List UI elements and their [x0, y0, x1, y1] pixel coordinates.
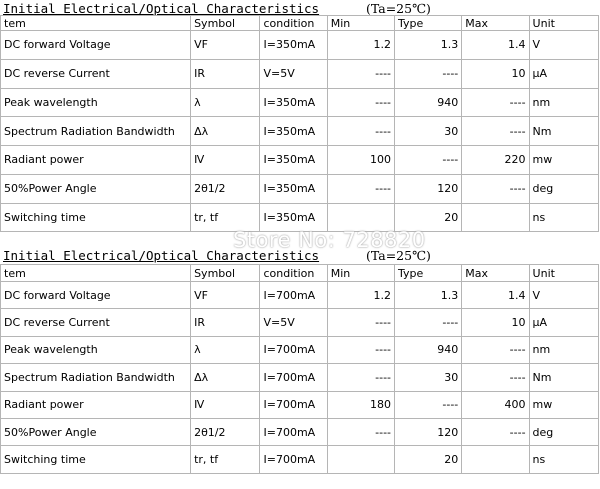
- header-symbol: Symbol: [191, 265, 260, 282]
- cell-min: ----: [327, 174, 394, 203]
- cell-condition: I=350mA: [260, 203, 327, 232]
- cell-min: 1.2: [327, 31, 394, 60]
- cell-item: DC reverse Current: [1, 309, 191, 336]
- cell-symbol: tr, tf: [191, 446, 260, 473]
- cell-item: 50%Power Angle: [1, 174, 191, 203]
- cell-item: Peak wavelength: [1, 336, 191, 363]
- cell-item: 50%Power Angle: [1, 418, 191, 445]
- cell-min: [327, 446, 394, 473]
- cell-item: Radiant power: [1, 391, 191, 418]
- cell-unit: mw: [529, 146, 598, 175]
- cell-condition: I=350mA: [260, 174, 327, 203]
- cell-max: ----: [462, 336, 529, 363]
- table-row: [1, 336, 599, 363]
- header-item: tem: [1, 265, 191, 282]
- table-row: [1, 446, 599, 473]
- cell-min: ----: [327, 88, 394, 117]
- cell-min: ----: [327, 336, 394, 363]
- cell-symbol: 2θ1/2: [191, 174, 260, 203]
- spec-table-350ma: [0, 15, 599, 232]
- header-min: Min: [327, 16, 394, 31]
- cell-condition: I=700mA: [260, 364, 327, 391]
- cell-unit: nm: [529, 336, 598, 363]
- cell-item: Switching time: [1, 446, 191, 473]
- cell-unit: mw: [529, 391, 598, 418]
- cell-symbol: tr, tf: [191, 203, 260, 232]
- cell-symbol: IR: [191, 59, 260, 88]
- cell-condition: V=5V: [260, 59, 327, 88]
- cell-max: 1.4: [462, 31, 529, 60]
- cell-type: 940: [395, 336, 462, 363]
- table-row: [1, 418, 599, 445]
- cell-type: ----: [395, 391, 462, 418]
- cell-item: Switching time: [1, 203, 191, 232]
- header-type: Type: [395, 265, 462, 282]
- cell-symbol: VF: [191, 31, 260, 60]
- cell-item: Spectrum Radiation Bandwidth: [1, 364, 191, 391]
- table-row: [1, 31, 599, 60]
- cell-min: ----: [327, 309, 394, 336]
- cell-symbol: λ: [191, 336, 260, 363]
- cell-type: 20: [395, 203, 462, 232]
- header-item: tem: [1, 16, 191, 31]
- header-min: Min: [327, 265, 394, 282]
- cell-unit: μA: [529, 309, 598, 336]
- cell-type: 30: [395, 364, 462, 391]
- cell-max: ----: [462, 117, 529, 146]
- cell-condition: I=700mA: [260, 446, 327, 473]
- header-condition: condition: [260, 16, 327, 31]
- cell-type: 1.3: [395, 282, 462, 309]
- cell-min: ----: [327, 364, 394, 391]
- cell-unit: V: [529, 31, 598, 60]
- cell-symbol: Ⅳ: [191, 146, 260, 175]
- cell-min: [327, 203, 394, 232]
- cell-symbol: Ⅳ: [191, 391, 260, 418]
- cell-type: ----: [395, 309, 462, 336]
- table-row: [1, 391, 599, 418]
- cell-max: 400: [462, 391, 529, 418]
- cell-type: ----: [395, 146, 462, 175]
- cell-condition: I=700mA: [260, 282, 327, 309]
- cell-unit: Nm: [529, 117, 598, 146]
- cell-type: 1.3: [395, 31, 462, 60]
- cell-type: 20: [395, 446, 462, 473]
- cell-symbol: Δλ: [191, 117, 260, 146]
- cell-unit: V: [529, 282, 598, 309]
- cell-condition: I=700mA: [260, 336, 327, 363]
- cell-type: 120: [395, 174, 462, 203]
- table-row: [1, 146, 599, 175]
- cell-min: 180: [327, 391, 394, 418]
- table-row: [1, 282, 599, 309]
- cell-max: ----: [462, 418, 529, 445]
- table-header-row: [1, 16, 599, 31]
- table-row: [1, 203, 599, 232]
- cell-symbol: 2θ1/2: [191, 418, 260, 445]
- cell-max: ----: [462, 364, 529, 391]
- cell-item: DC forward Voltage: [1, 282, 191, 309]
- section-temperature-condition: (Ta=25℃): [366, 248, 431, 263]
- header-unit: Unit: [529, 265, 598, 282]
- cell-item: DC reverse Current: [1, 59, 191, 88]
- cell-item: DC forward Voltage: [1, 31, 191, 60]
- header-max: Max: [462, 265, 529, 282]
- cell-max: 1.4: [462, 282, 529, 309]
- cell-max: ----: [462, 88, 529, 117]
- cell-condition: I=350mA: [260, 88, 327, 117]
- cell-max: 10: [462, 309, 529, 336]
- cell-unit: ns: [529, 446, 598, 473]
- section-title: Initial Electrical/Optical Characteristics: [3, 1, 320, 16]
- cell-symbol: VF: [191, 282, 260, 309]
- cell-condition: I=700mA: [260, 418, 327, 445]
- cell-unit: ns: [529, 203, 598, 232]
- table-row: [1, 364, 599, 391]
- cell-max: ----: [462, 174, 529, 203]
- cell-symbol: IR: [191, 309, 260, 336]
- table-row: [1, 309, 599, 336]
- watermark-text: Store No: 728820: [233, 228, 426, 252]
- cell-condition: I=350mA: [260, 146, 327, 175]
- header-unit: Unit: [529, 16, 598, 31]
- cell-min: 1.2: [327, 282, 394, 309]
- header-max: Max: [462, 16, 529, 31]
- cell-symbol: λ: [191, 88, 260, 117]
- cell-condition: I=350mA: [260, 117, 327, 146]
- spec-section-700ma: [0, 247, 600, 467]
- cell-max: [462, 446, 529, 473]
- cell-max: 10: [462, 59, 529, 88]
- header-type: Type: [395, 16, 462, 31]
- cell-condition: V=5V: [260, 309, 327, 336]
- cell-item: Spectrum Radiation Bandwidth: [1, 117, 191, 146]
- section-temperature-condition: (Ta=25℃): [366, 1, 431, 16]
- cell-type: 30: [395, 117, 462, 146]
- cell-min: ----: [327, 59, 394, 88]
- header-condition: condition: [260, 265, 327, 282]
- cell-min: 100: [327, 146, 394, 175]
- cell-max: 220: [462, 146, 529, 175]
- table-row: [1, 174, 599, 203]
- section-title-row: [0, 247, 600, 265]
- cell-max: [462, 203, 529, 232]
- cell-unit: deg: [529, 418, 598, 445]
- cell-type: ----: [395, 59, 462, 88]
- table-row: [1, 88, 599, 117]
- table-row: [1, 59, 599, 88]
- cell-condition: I=350mA: [260, 31, 327, 60]
- cell-unit: Nm: [529, 364, 598, 391]
- cell-type: 940: [395, 88, 462, 117]
- cell-type: 120: [395, 418, 462, 445]
- table-header-row: [1, 265, 599, 282]
- cell-unit: nm: [529, 88, 598, 117]
- section-title: Initial Electrical/Optical Characteristics: [3, 248, 320, 263]
- header-symbol: Symbol: [191, 16, 260, 31]
- cell-item: Peak wavelength: [1, 88, 191, 117]
- cell-condition: I=700mA: [260, 391, 327, 418]
- cell-unit: μA: [529, 59, 598, 88]
- spec-section-350ma: [0, 0, 600, 224]
- cell-unit: deg: [529, 174, 598, 203]
- spec-table-700ma: [0, 264, 599, 474]
- table-row: [1, 117, 599, 146]
- cell-min: ----: [327, 117, 394, 146]
- cell-item: Radiant power: [1, 146, 191, 175]
- cell-min: ----: [327, 418, 394, 445]
- cell-symbol: Δλ: [191, 364, 260, 391]
